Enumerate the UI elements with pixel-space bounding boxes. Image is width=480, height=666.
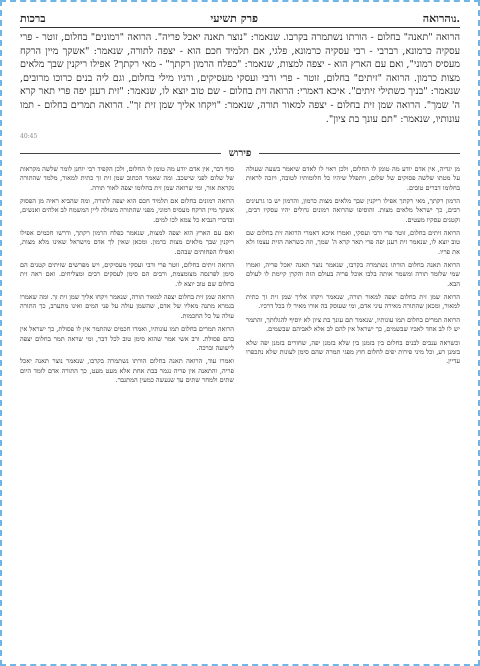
commentary-paragraph: מן יגדיה, אין אדם יודע מה טומן לו החלום, ולכן ראוי לו לאדם שיאמר בשעה שעולה על מטתו שלשה פסוקים של שלום, ויתפלל שיהיו כל חלומותיו לטובה, ויזכה לראות בחלומו דברים טובים. xyxy=(246,165,460,192)
divider-line xyxy=(259,153,460,154)
commentary-paragraph: וכשראה ענבים לבנים בחלום בין בזמנן בין שלא בזמנן יפה, שחורים בזמנן יפה שלא בזמנן רע, וכל מיני פירות יפים לחלום חוץ מפגי תמרה שהם סימן לעונות שלא נתכפרו עדיין. xyxy=(246,338,460,366)
commentary-paragraph: סוף דבר, אין אדם יודע מה טומן לו החלום, ולכן הקפיד רבי יוחנן לומר שלשה מקראות של שלום לפני שישכב. ומה שאמר הכתוב שמן זית זך כתית למאור, מלמד שהתורה נקראת אור, ומי שרואה שמן זית בחלומו יצפה לאור תורה. xyxy=(20,165,234,192)
commentary-paragraph: הרואה שמן זית בחלום יצפה למאור תורה, שנאמר ויקחו אליך שמן זית זך. ומה שאמרו בגמרא מתנה מאליו של אדם, שהשמן עולה על פני המים ואינו מתערב, כך התורה עולה על כל החכמות. xyxy=(20,293,234,320)
small-mark: 40:45 xyxy=(20,133,38,140)
commentary-paragraph: הרואה זיתים בחלום, זוטר פרי ורבי ועסקי מעסיקים, ויש מפרשים שזיתים קטנים הם סימן לפרנסה מצומצמת, ורבים הם סימן לעסקים רבים ומצליחים. ואם ראה זית בחלום שם טוב יוצא לו. xyxy=(20,261,234,288)
page-header xyxy=(20,12,460,28)
commentary-paragraph: הרואה תמרים בחלום תמו עונותיו, ואמרו חכמים שהתמר אין לו פסולת, כך ישראל אין בהם פסולת. ורב אשי אמר שהוא סימן טוב לכל דבר, ומי שראה תמר בחלום יצפה לישועה וברכה. xyxy=(20,325,234,352)
commentary-header xyxy=(20,147,460,159)
main-text: הרואה "תאנה" בחלום - הורתו נשתמרה בקרבו. שנאמר: "נוצר תאנה יאכל פריה". הרואה "רמונים" בחלום, זוטר - פרי עסקיה כרמונא, רברבי - רבי עסקיה כרמונא, פלגי, אם תלמיד חכם הוא - יצפה לתורה, שנאמר: "אשקך מיין הרקח מעסיס רמוני", ואם עם הארץ הוא - יצפה למצות, שנאמר: "כפלח הרמון רקתך" - מאי רקתך? אפילו ריקנין שבך מלאים מצות כרמון. הרואה "זיתים" בחלום, זוטר - פרי ורבי ועסקי מעסיקים, ורגיו מילי בחלום, וגם ליה בנים כרוכו מרובים, שנאמר: "בניך כשתילי זיתים". איכא דאמרי: הרואה זית בחלום - שם טוב יוצא לו, שנאמר: "זית רענן יפה פרי תאר קרא ה' שמך". הרואה שמן זית בחלום - יצפה למאור תורה, שנאמר: "ויקחו אליך שמן זית זך". הרואה תמרים בחלום - תמו עונותיו, שנאמר: "תם עונך בת ציון". xyxy=(20,32,460,125)
header-right-title: הרואה xyxy=(422,12,451,25)
commentary-title: פירוש xyxy=(228,147,252,159)
commentary-paragraph: הרמון רקתך, מאי רקתך אפילו ריקנין שבך מלאים מצות כרמון, והרמון יש בו גרעינים רבים, כך ישראל מלאים מצות. והוסיפו שהרואה רמונים גדולים יהיו עסקיו רבים, וקטנים עסקיו מעטים. xyxy=(246,197,460,224)
commentary-paragraph: הרואה תמרים בחלום תמו עונותיו, שנאמר תם עונך בת ציון לא יוסיף להגלותך, והתמר יש לו לב אחד לאביו שבשמים, כך ישראל אין להם לב אלא לאביהם שבשמים. xyxy=(246,315,460,334)
header-chapter-title: פרק תשיעי xyxy=(210,12,258,25)
commentary-paragraph: הרואה רמונים בחלום אם תלמיד חכם הוא יצפה לתורה, ומה שהביא ראיה מן הפסוק אשקך מיין הרקח מעסיס רמוני, מפני שהתורה משולה ליין המשמח לב אלהים ואנשים, ובדברי הנביא כל צמא לכו למים. xyxy=(20,197,234,224)
commentary-paragraph: ואמרו עוד, הרואה תאנה בחלום הורתו נשתמרה בקרבו, שנאמר נוצר תאנה יאכל פריה, והתאנה אין פריה נגמר בבת אחת אלא מעט מעט, כך התורה אדם לומד היום שתים ולמחר שתים עד שנעשה כמעין המתגבר. xyxy=(20,357,234,384)
commentary-paragraph: הרואה תאנה בחלום הורתו נשתמרה בקרבו, שנאמר נוצר תאנה יאכל פריה, ואמרו שמי שלומד תורה ומשמר אותה בלבו אוכל פריה בעולם הזה והקרן קיימת לו לעולם הבא. xyxy=(246,261,460,288)
divider-line xyxy=(20,153,221,154)
header-tractate-title: ברכות xyxy=(20,12,46,25)
page-number: נו. xyxy=(450,14,460,25)
commentary-left-column xyxy=(20,165,234,649)
commentary-right-column xyxy=(246,165,460,649)
commentary-paragraph: הרואה זיתים בחלום, זוטר פרי ורבי ועסקי, ואמרו איכא דאמרי הרואה זית בחלום שם טוב יוצא לו, שנאמר זית רענן יפה פרי תאר קרא ה' שמך, וזה כשראה הזית עצמו ולא את פריו. xyxy=(246,229,460,256)
commentary-paragraph: ואם עם הארץ הוא יצפה למצות, שנאמר כפלח הרמון רקתך, ודרשו חכמים אפילו ריקנין שבך מלאים מצות כרמון. ומכאן שאין לך אדם מישראל שאינו מלא מצות, ואפילו הפחותים שבהם. xyxy=(20,229,234,256)
commentary-paragraph: הרואה שמן זית בחלום יצפה למאור תורה, שנאמר ויקחו אליך שמן זית זך כתית למאור, ומכאן שהתורה מאירה עיני אדם, ומי שעוסק בה אורו מאיר לו בכל דרכיו. xyxy=(246,293,460,311)
commentary-columns xyxy=(20,165,460,649)
